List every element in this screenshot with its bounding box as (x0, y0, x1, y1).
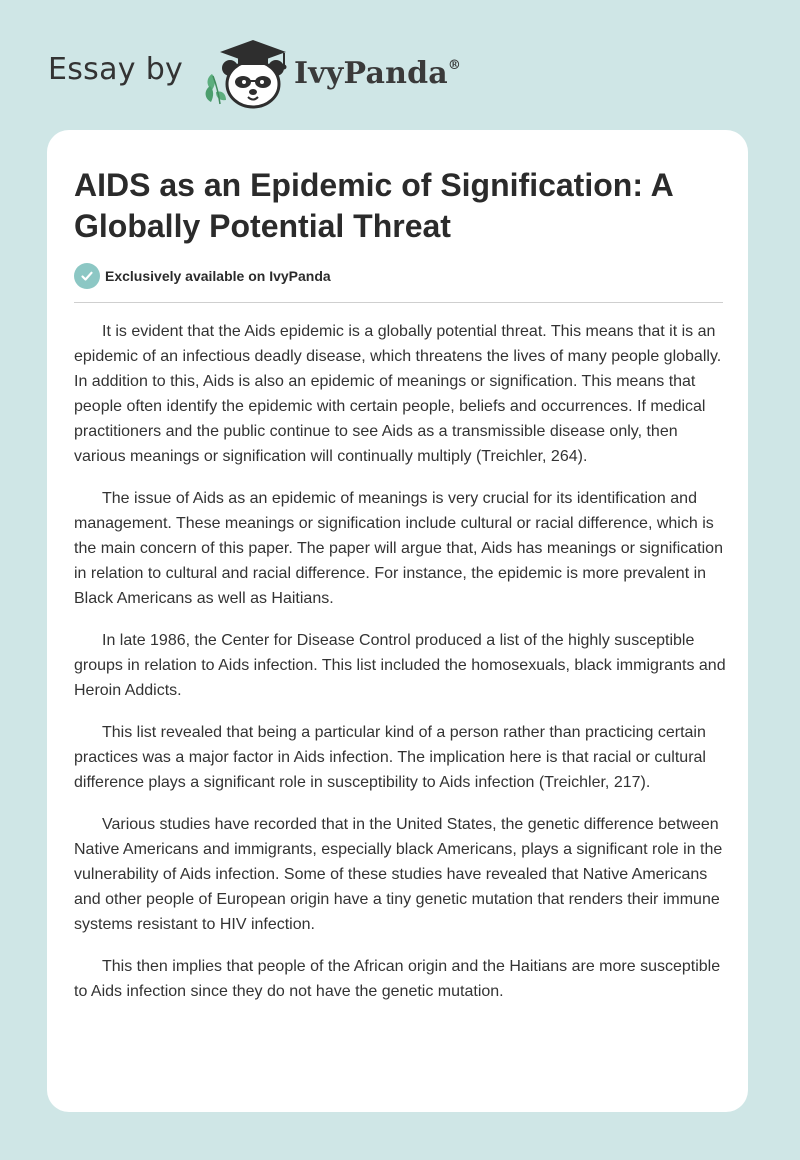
exclusive-badge (74, 263, 331, 289)
exclusive-label: Exclusively available on IvyPanda (105, 268, 331, 284)
brand-name[interactable] (294, 56, 461, 91)
essay-by-label: Essay by (48, 52, 184, 87)
paragraph: This then implies that people of the African origin and the Haitians are more susceptible to Aids infection since they do not have the genetic mutation. (74, 958, 721, 1000)
ivypanda-logo-icon[interactable] (198, 34, 298, 110)
paragraph: This list revealed that being a particular kind of a person rather than practicing certain practices was a major factor in Aids infection. The implication here is that racial or cultural difference plays a significant role in susceptibility to Aids infection (Treichler, 217). (74, 724, 706, 791)
brand-text: IvyPanda (294, 56, 448, 91)
page-title: AIDS as an Epidemic of Signification: A Globally Potential Threat (74, 167, 673, 244)
paragraph: Various studies have recorded that in the United States, the genetic difference between Native Americans and immigrants, especially black Americans, plays a significant role in the vulnerability of Aids infection. Some of these studies have revealed that Native Americans and other people of European origin have a tiny genetic mutation that renders their immune systems resistant to HIV infection. (74, 816, 723, 933)
check-circle-icon (74, 263, 100, 289)
essay-body (74, 319, 726, 1021)
essay-card (47, 130, 748, 1112)
paragraph: In late 1986, the Center for Disease Control produced a list of the highly susceptible groups in relation to Aids infection. This list included the homosexuals, black immigrants and Heroin Addicts. (74, 632, 726, 699)
registered-mark: ® (447, 58, 462, 73)
paragraph: The issue of Aids as an epidemic of meanings is very crucial for its identification and management. These meanings or signification include cultural or racial difference, which is the main concern of this paper. The paper will argue that, Aids has meanings or signification in relation to cultural and racial difference. For instance, the epidemic is more prevalent in Black Americans as well as Haitians. (74, 490, 723, 607)
site-header (48, 30, 748, 110)
paragraph: It is evident that the Aids epidemic is a globally potential threat. This means that it is an epidemic of an infectious deadly disease, which threatens the lives of many people globally. In addition to this, Aids is also an epidemic of meanings or signification. This means that people often identify the epidemic with certain people, beliefs and occurrences. If medical practitioners and the public continue to see Aids as a transmissible disease only, then various meanings or signification will continually multiply (Treichler, 264). (74, 323, 722, 465)
divider (74, 302, 723, 303)
